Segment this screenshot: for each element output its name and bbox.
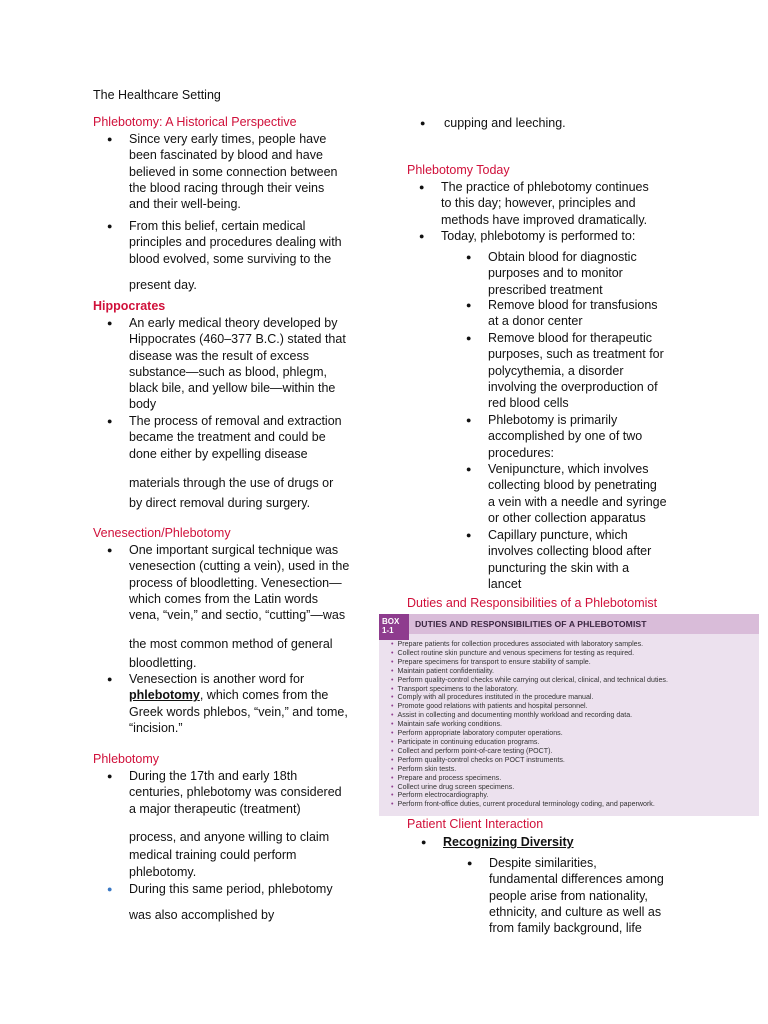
- list-item: [421, 834, 574, 850]
- box-list-item: • Perform quality-control checks on POCT instruments.: [391, 756, 753, 765]
- list-item: ● cupping and leeching.: [420, 116, 566, 130]
- list-item: ● Capillary puncture, which involves collecting blood after puncturing the skin with a lancet: [466, 528, 652, 591]
- box-label: BOX 1-1: [379, 614, 409, 640]
- section-heading-duties: Duties and Responsibilities of a Phlebotomist: [407, 596, 658, 610]
- bullet-icon: ●: [466, 530, 472, 540]
- list-item: ● An early medical theory developed by Hippocrates (460–377 B.C.) stated that disease was the result of excess substance—such as blood, phlegm, black bile, and yellow bile—within the body: [107, 316, 346, 412]
- list-item: ● During the 17th and early 18th centuries, phlebotomy was considered a major therapeutic (treatment): [107, 769, 342, 816]
- list-item: ● Venesection is another word for phlebotomy, which comes from the Greek words phlebos, “vein,” and tome, “incision.”: [107, 672, 348, 735]
- box-list-item: • Prepare and process specimens.: [391, 774, 753, 783]
- list-item: ● The process of removal and extraction became the treatment and could be done either by expelling disease: [107, 414, 342, 461]
- section-heading-venesection: Venesection/Phlebotomy: [93, 526, 231, 540]
- box-list-item: • Perform appropriate laboratory computer operations.: [391, 729, 753, 738]
- bullet-icon: ●: [107, 884, 113, 894]
- bullet-icon: ●: [421, 837, 427, 847]
- box-list-item: • Perform front-office duties, current procedural terminology coding, and paperwork.: [391, 800, 753, 809]
- bullet-icon: ●: [107, 221, 113, 231]
- section-heading-historical: Phlebotomy: A Historical Perspective: [93, 115, 297, 129]
- list-item: ● The practice of phlebotomy continues to this day; however, principles and methods have improved dramatically.: [419, 180, 649, 227]
- box-list-item: • Perform quality-control checks while carrying out clerical, clinical, and technical duties.: [391, 676, 753, 685]
- list-item: ● Today, phlebotomy is performed to:: [419, 229, 636, 243]
- box-list-item: • Collect routine skin puncture and venous specimens for testing as required.: [391, 649, 753, 658]
- bullet-icon: ●: [466, 333, 472, 343]
- list-item: ● Phlebotomy is primarily accomplished by one of two procedures:: [466, 413, 643, 460]
- bullet-icon: ●: [466, 300, 472, 310]
- box-title: DUTIES AND RESPONSIBILITIES OF A PHLEBOTOMIST: [415, 619, 647, 629]
- list-item: ● Remove blood for therapeutic purposes, such as treatment for polycythemia, a disorder involving the overproduction of red blood cells: [466, 331, 664, 411]
- box-list-item: • Maintain patient confidentiality.: [391, 667, 753, 676]
- bullet-icon: ●: [419, 231, 425, 241]
- section-heading-patient-interaction: Patient Client Interaction: [407, 817, 544, 831]
- duties-box: [379, 614, 759, 816]
- section-heading-phlebotomy: Phlebotomy: [93, 752, 160, 766]
- paragraph-block: the most common method of general bloodletting.: [129, 637, 333, 670]
- section-heading-hippocrates: Hippocrates: [93, 299, 166, 313]
- bullet-icon: ●: [466, 415, 472, 425]
- phlebotomy-term: phlebotomy: [129, 688, 200, 703]
- box-list-item: • Assist in collecting and documenting monthly workload and recording data.: [391, 711, 753, 720]
- bullet-icon: ●: [107, 674, 113, 684]
- bullet-icon: ●: [420, 118, 426, 128]
- recognizing-diversity-heading: Recognizing Diversity: [443, 835, 574, 849]
- section-heading-today: Phlebotomy Today: [407, 163, 510, 177]
- list-item: ● From this belief, certain medical principles and procedures dealing with blood evolved, some surviving to the: [107, 219, 342, 266]
- bullet-icon: ●: [466, 464, 472, 474]
- box-list-item: • Prepare patients for collection procedures associated with laboratory samples.: [391, 640, 753, 649]
- box-list-item: • Promote good relations with patients and hospital personnel.: [391, 702, 753, 711]
- box-list-item: • Collect urine drug screen specimens.: [391, 783, 753, 792]
- box-list-item: • Maintain safe working conditions.: [391, 720, 753, 729]
- list-item: ● During this same period, phlebotomy: [107, 882, 333, 896]
- box-list-item: • Transport specimens to the laboratory.: [391, 685, 753, 694]
- paragraph-block: process, and anyone willing to claim medical training could perform phlebotomy.: [129, 830, 330, 879]
- bullet-icon: ●: [107, 134, 113, 144]
- page-title: The Healthcare Setting: [93, 88, 221, 102]
- list-item: ● Despite similarities, fundamental differences among people arise from nationality, ethnicity, and culture as well as from family background, life: [467, 856, 664, 936]
- box-list-item: • Perform skin tests.: [391, 765, 753, 774]
- box-list-item: • Perform electrocardiography.: [391, 791, 753, 800]
- bullet-icon: ●: [107, 318, 113, 328]
- paragraph-block: materials through the use of drugs or by direct removal during surgery.: [129, 476, 334, 510]
- paragraph-line: present day.: [129, 278, 197, 292]
- box-list-item: • Participate in continuing education programs.: [391, 738, 753, 747]
- bullet-icon: ●: [419, 182, 425, 192]
- box-list-item: • Collect and perform point-of-care testing (POCT).: [391, 747, 753, 756]
- list-item: ● Obtain blood for diagnostic purposes and to monitor prescribed treatment: [466, 250, 637, 297]
- box-list-item: • Comply with all procedures instituted in the procedure manual.: [391, 693, 753, 702]
- bullet-icon: ●: [107, 416, 113, 426]
- list-item: ● Since very early times, people have been fascinated by blood and have believed in some connection between the blood racing through their veins and their well-being.: [107, 132, 338, 212]
- box-list: [391, 640, 753, 809]
- bullet-icon: ●: [107, 545, 113, 555]
- list-item: ● Remove blood for transfusions at a donor center: [466, 298, 658, 329]
- bullet-icon: ●: [107, 771, 113, 781]
- list-item: ● Venipuncture, which involves collecting blood by penetrating a vein with a needle and syringe or other collection apparatus: [466, 462, 667, 525]
- paragraph-line: was also accomplished by: [129, 908, 275, 922]
- list-item: ● One important surgical technique was venesection (cutting a vein), used in the process of bloodletting. Venesection— which comes from the Latin words vena, “vein,” and sectio, “cutting”—was: [107, 543, 350, 623]
- bullet-icon: ●: [467, 858, 473, 868]
- box-list-item: • Prepare specimens for transport to ensure stability of sample.: [391, 658, 753, 667]
- bullet-icon: ●: [466, 252, 472, 262]
